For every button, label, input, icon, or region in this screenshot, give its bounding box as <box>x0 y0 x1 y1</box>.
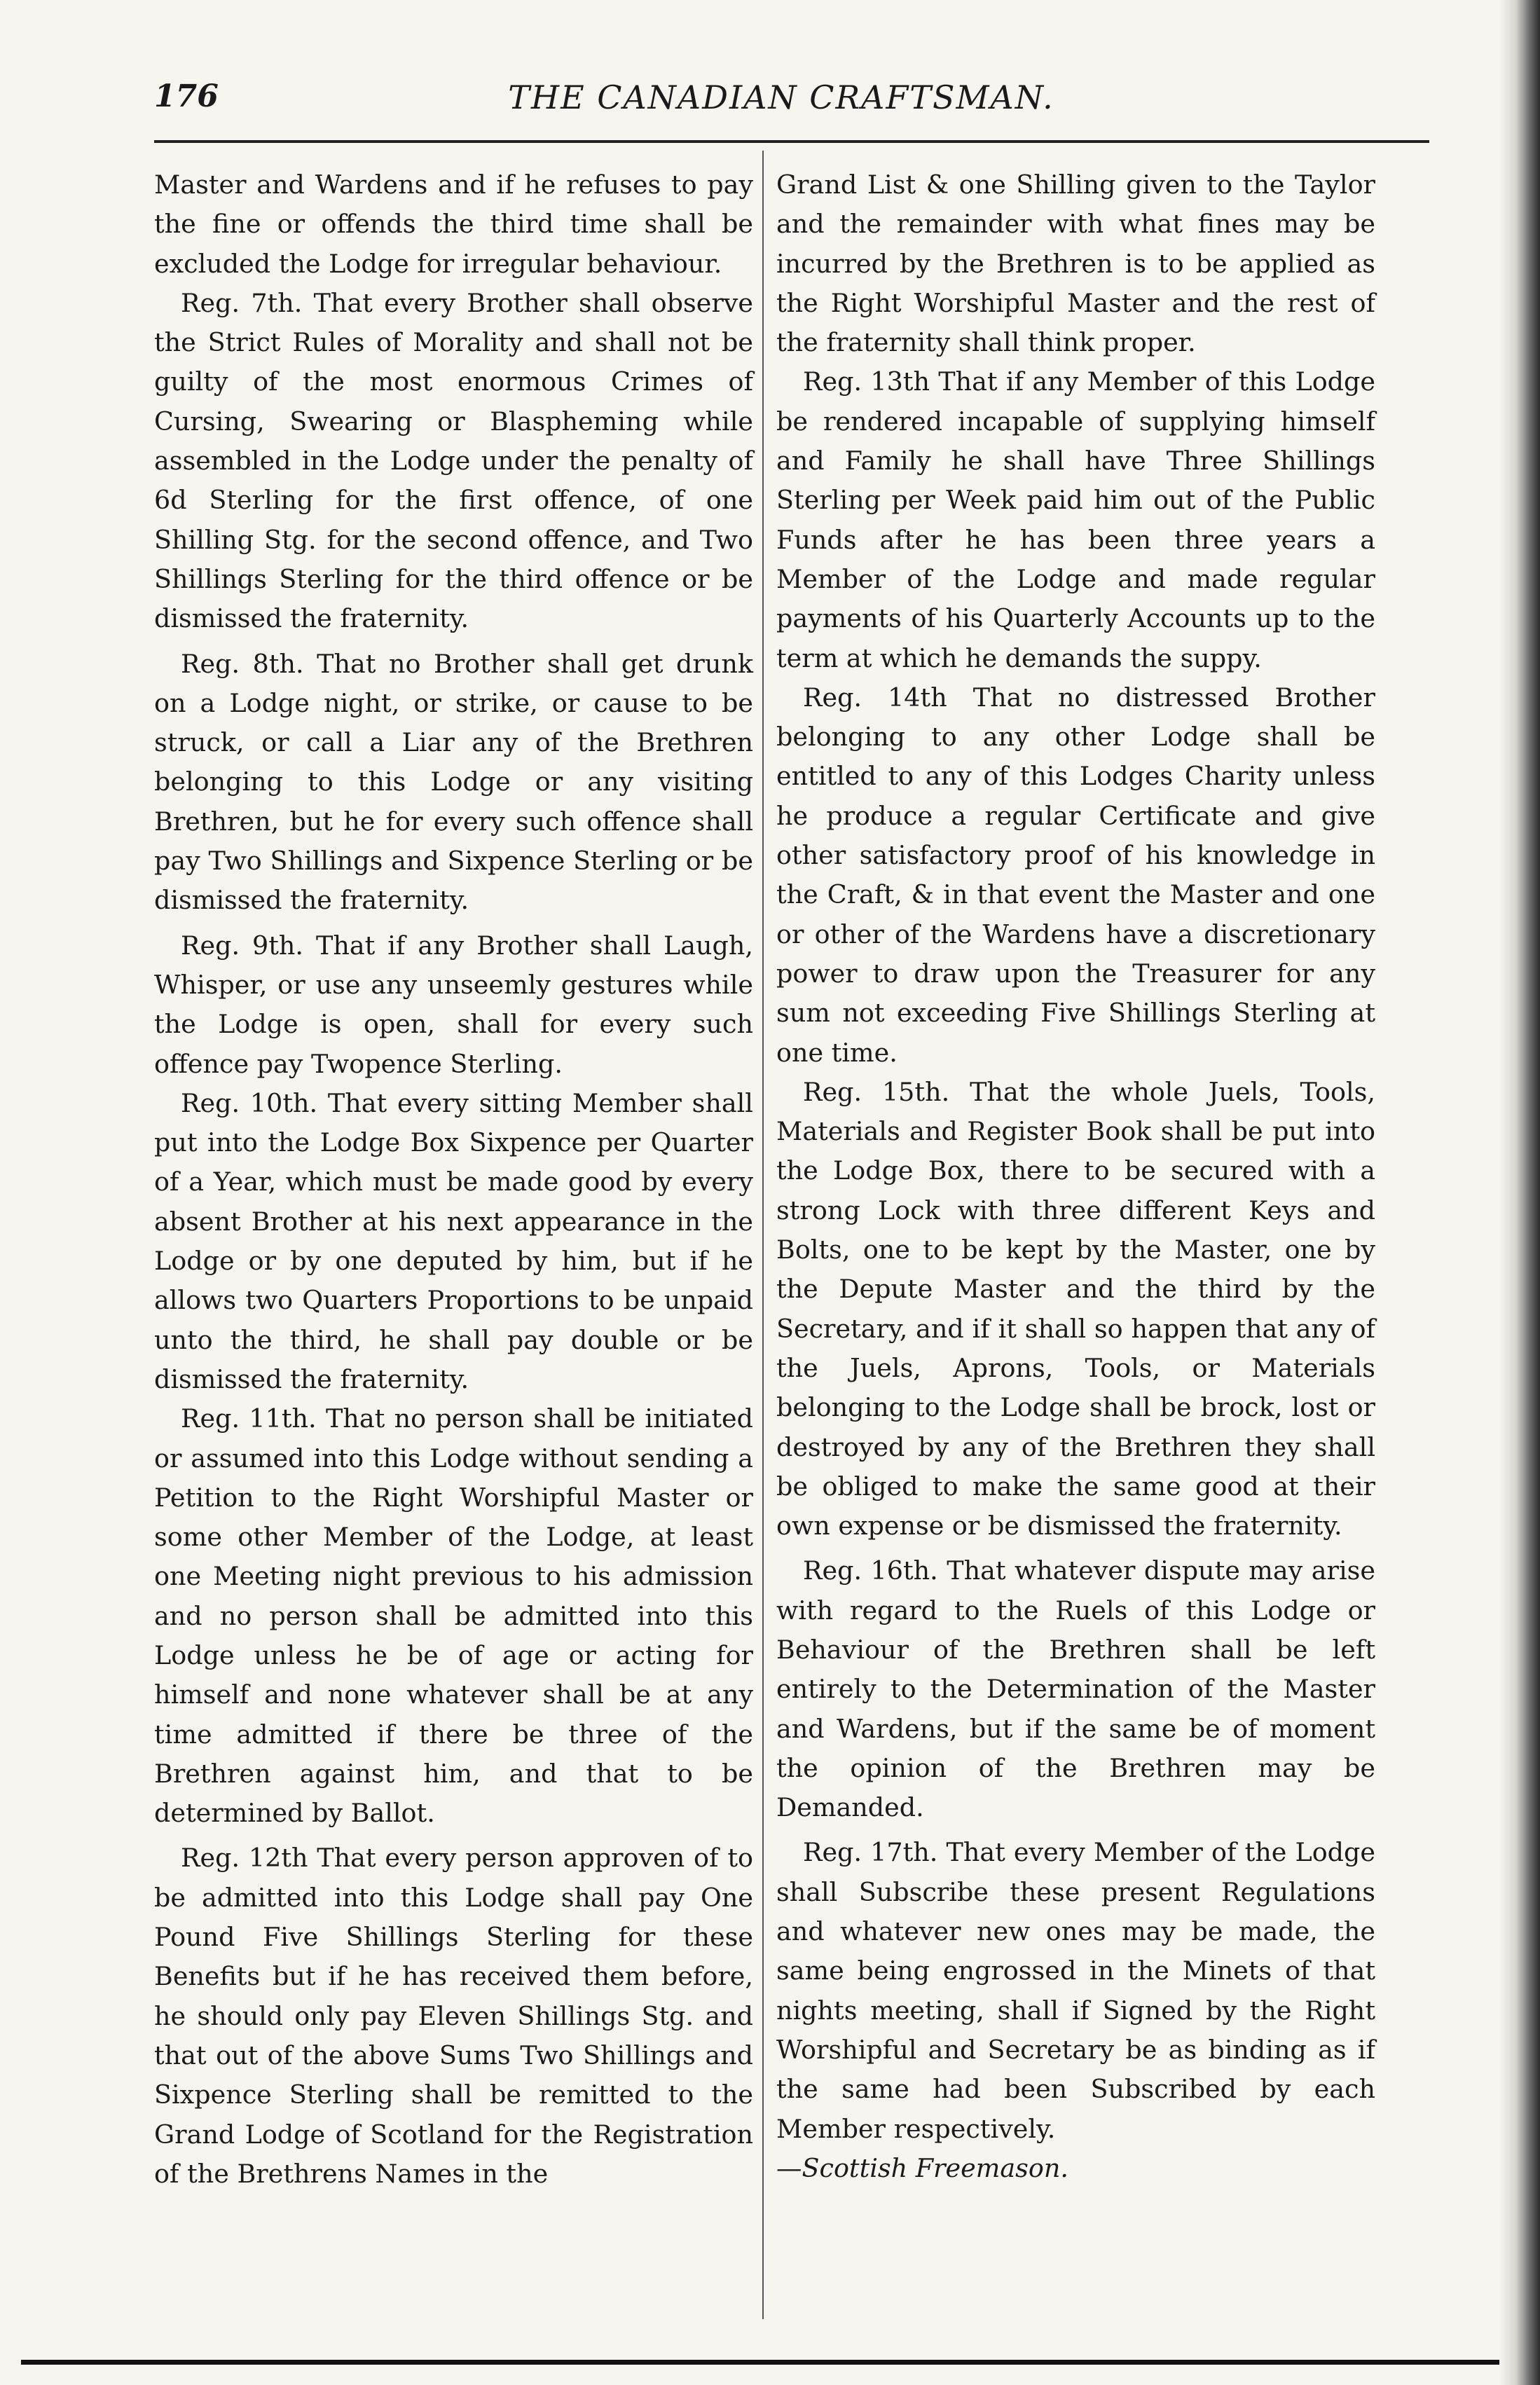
bottom-rule <box>21 2360 1540 2365</box>
regulation-11: Reg. 11th. That no person shall be initiated or assumed into this Lodge without sending a Petition to the Right Worshipful Master or some other Member of the Lodge, at least one Meeting night previous to his admission and no person shall be admitted into this Lodge unless he be of age or acting for himself and none whatever shall be at any time admitted if there be three of the Brethren against him, and that to be determined by Ballot. <box>154 1403 753 1829</box>
attribution: —Scottish Freemason. <box>776 2152 1068 2183</box>
regulation-17: Reg. 17th. That every Member of the Lodge shall Subscribe these present Regulations and whatever new ones may be made, the same being engrossed in the Minets of that nights meeting, shall if Signed by the Right Worshipful and Secretary be as binding as if the same had been Subscribed by each Member respectively. <box>776 1837 1375 2144</box>
paragraph-continuation: Master and Wardens and if he refuses to pay the fine or offends the third time shall be excluded the Lodge for irregular behaviour. <box>154 170 753 279</box>
header-rule <box>154 140 1429 143</box>
regulation-7: Reg. 7th. That every Brother shall observe the Strict Rules of Morality and shall not be guilty of the most enormous Crimes of Cursing, Swearing or Blaspheming while assembled in the Lodge under the penalty of 6d Sterling for the first offence, of one Shilling Stg. for the second offence, and Two Shillings Sterling for the third offence or be dismissed the fraternity. <box>154 287 753 634</box>
regulation-13: Reg. 13th That if any Member of this Lodge be rendered incapable of supplying himself and Family he shall have Three Shillings Sterling per Week paid him out of the Public Funds after he has been three years a Member of the Lodge and made regular payments of his Quarterly Accounts up to the term at which he demands the suppy. <box>776 366 1375 673</box>
regulation-9: Reg. 9th. That if any Brother shall Laugh, Whisper, or use any unseemly gestures while the Lodge is open, shall for every such offence pay Twopence Sterling. <box>154 930 753 1079</box>
regulation-16: Reg. 16th. That whatever dispute may arise with regard to the Ruels of this Lodge or Behaviour of the Brethren shall be left entirely to the Determination of the Master and Wardens, but if the same be of moment the opinion of the Brethren may be Demanded. <box>776 1555 1375 1823</box>
regulation-14: Reg. 14th That no distressed Brother belonging to any other Lodge shall be entitled to any of this Lodges Charity unless he produce a regular Certificate and give other satisfactory proof of his knowledge in the Craft, & in that event the Master and one or other of the Wardens have a discretionary power to draw upon the Treasurer for any sum not exceeding Five Shillings Sterling at one time. <box>776 682 1375 1068</box>
regulation-10: Reg. 10th. That every sitting Member shall put into the Lodge Box Sixpence per Quarter of a Year, which must be made good by every absent Brother at his next appearance in the Lodge or by one deputed by him, but if he allows two Quarters Proportions to be unpaid unto the third, he shall pay double or be dismissed the fraternity. <box>154 1087 753 1394</box>
regulation-12: Reg. 12th That every person approven of to be admitted into this Lodge shall pay One Pound Five Shillings Sterling for these Benefits but if he has received them before, he should only pay Eleven Shillings Stg. and that out of the above Sums Two Shillings and Sixpence Sterling shall be remitted to the Grand Lodge of Scotland for the Registration of the Brethrens Names in the <box>154 1843 753 2189</box>
right-column <box>776 165 1375 2188</box>
paragraph-continuation: Grand List & one Shilling given to the Taylor and the remainder with what fines may be incurred by the Brethren is to be applied as the Right Worshipful Master and the rest of the fraternity shall think proper. <box>776 170 1375 358</box>
page-header <box>140 78 1422 128</box>
column-divider <box>762 151 764 2319</box>
left-column <box>154 165 753 2194</box>
page-edge-shadow <box>1499 0 1540 2385</box>
running-title: THE CANADIAN CRAFTSMAN. <box>508 78 1054 116</box>
page-number: 176 <box>154 78 219 114</box>
regulation-8: Reg. 8th. That no Brother shall get drunk on a Lodge night, or strike, or cause to be struck, or call a Liar any of the Brethren belonging to this Lodge or any visiting Brethren, but he for every such offence shall pay Two Shillings and Sixpence Sterling or be dismissed the fraternity. <box>154 648 753 916</box>
regulation-15: Reg. 15th. That the whole Juels, Tools, Materials and Register Book shall be put into the Lodge Box, there to be secured with a strong Lock with three different Keys and Bolts, one to be kept by the Master, one by the Depute Master and the third by the Secretary, and if it shall so happen that any of the Juels, Aprons, Tools, or Materials belonging to the Lodge shall be brock, lost or destroyed by any of the Brethren they shall be obliged to make the same good at their own expense or be dismissed the fraternity. <box>776 1076 1375 1541</box>
